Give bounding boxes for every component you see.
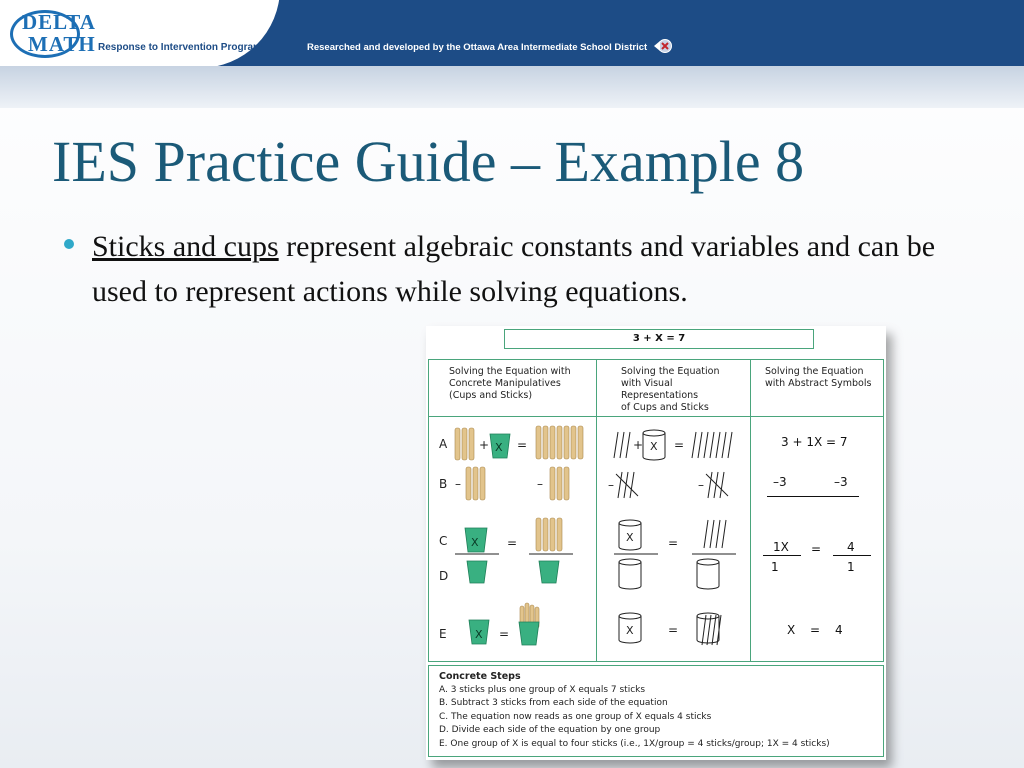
column-header-concrete: Solving the Equation with Concrete Manipulatives (Cups and Sticks) (449, 366, 571, 401)
column-header-visual: Solving the Equation with Visual Representations of Cups and Sticks (621, 366, 720, 413)
logo-text-bottom: MATH (28, 32, 96, 56)
minus-sign: – (698, 478, 704, 492)
subtraction-rule (767, 496, 859, 497)
step-item: C. The equation now reads as one group of X equals 4 sticks (439, 711, 712, 722)
equals-sign: = (517, 438, 528, 452)
visual-representation-illustration (596, 360, 750, 661)
column-divider (750, 360, 751, 661)
row-label-c: C (439, 534, 448, 548)
figure-equation: 3 + X = 7 (504, 329, 814, 349)
step-item: E. One group of X is equal to four sticks (i.e., 1X/group = 4 sticks/group; 1X = 4 sticks) (439, 738, 830, 749)
logo-text-top: DELTA (22, 10, 96, 34)
bullet-underlined-term: Sticks and cups (92, 230, 279, 263)
equals-sign: = (499, 627, 510, 641)
abstract-numerator-right: 4 (847, 540, 855, 554)
abstract-solution-equals: = (810, 623, 821, 637)
row-label-d: D (439, 569, 449, 583)
row-label-b: B (439, 477, 448, 491)
equals-sign: = (674, 438, 685, 452)
abstract-equation: 3 + 1X = 7 (781, 435, 848, 449)
banner-strip (0, 66, 1024, 108)
cup-x-label: X (475, 628, 483, 641)
column-header-abstract: Solving the Equation with Abstract Symbols (765, 366, 872, 389)
cup-x-label: X (471, 536, 479, 549)
concrete-steps-box (428, 665, 884, 757)
abstract-subtract-left: –3 (773, 475, 787, 489)
equals-sign: = (668, 536, 679, 550)
bullet-body: represent algebraic constants and variables and can be used to represent actions while solving equations. (92, 230, 936, 308)
row-label-e: E (439, 627, 447, 641)
plus-sign: + (479, 438, 490, 452)
cylinder-x-label: X (626, 624, 634, 637)
abstract-solution-value: 4 (835, 623, 843, 637)
equals-sign: = (507, 536, 518, 550)
step-item: D. Divide each side of the equation by one group (439, 725, 661, 735)
abstract-subtract-right: –3 (834, 475, 848, 489)
figure-table (428, 359, 884, 662)
step-item: B. Subtract 3 sticks from each side of the equation (439, 698, 668, 708)
abstract-solution-x: X (787, 623, 796, 637)
plus-sign: + (633, 438, 644, 452)
cylinder-x-label: X (650, 440, 658, 453)
steps-title: Concrete Steps (439, 671, 521, 682)
row-label-a: A (439, 437, 448, 451)
bullet-icon (64, 239, 74, 249)
equals-sign: = (668, 623, 679, 637)
bullet-text (92, 224, 952, 314)
minus-sign: – (455, 477, 461, 491)
abstract-numerator-left: 1X (773, 540, 789, 554)
delta-math-logo (10, 4, 100, 60)
cylinder-x-label: X (626, 531, 634, 544)
abstract-denominator-left: 1 (771, 560, 779, 574)
minus-sign: – (608, 478, 614, 492)
minus-sign: – (537, 477, 543, 491)
example-figure (426, 326, 886, 760)
slide-title: IES Practice Guide – Example 8 (52, 129, 805, 194)
step-item: A. 3 sticks plus one group of X equals 7 sticks (439, 684, 646, 695)
header-banner (0, 0, 1024, 108)
abstract-denominator-right: 1 (847, 560, 855, 574)
abstract-equals: = (811, 542, 822, 556)
program-name: Response to Intervention Program (98, 42, 262, 53)
fraction-bar-left (763, 555, 801, 556)
concrete-manipulatives-illustration (429, 360, 596, 661)
cup-x-label: X (495, 441, 503, 454)
oaisd-logo-icon (652, 38, 674, 54)
research-credit: Researched and developed by the Ottawa Area Intermediate School District (307, 42, 648, 53)
fraction-bar-right (833, 555, 871, 556)
